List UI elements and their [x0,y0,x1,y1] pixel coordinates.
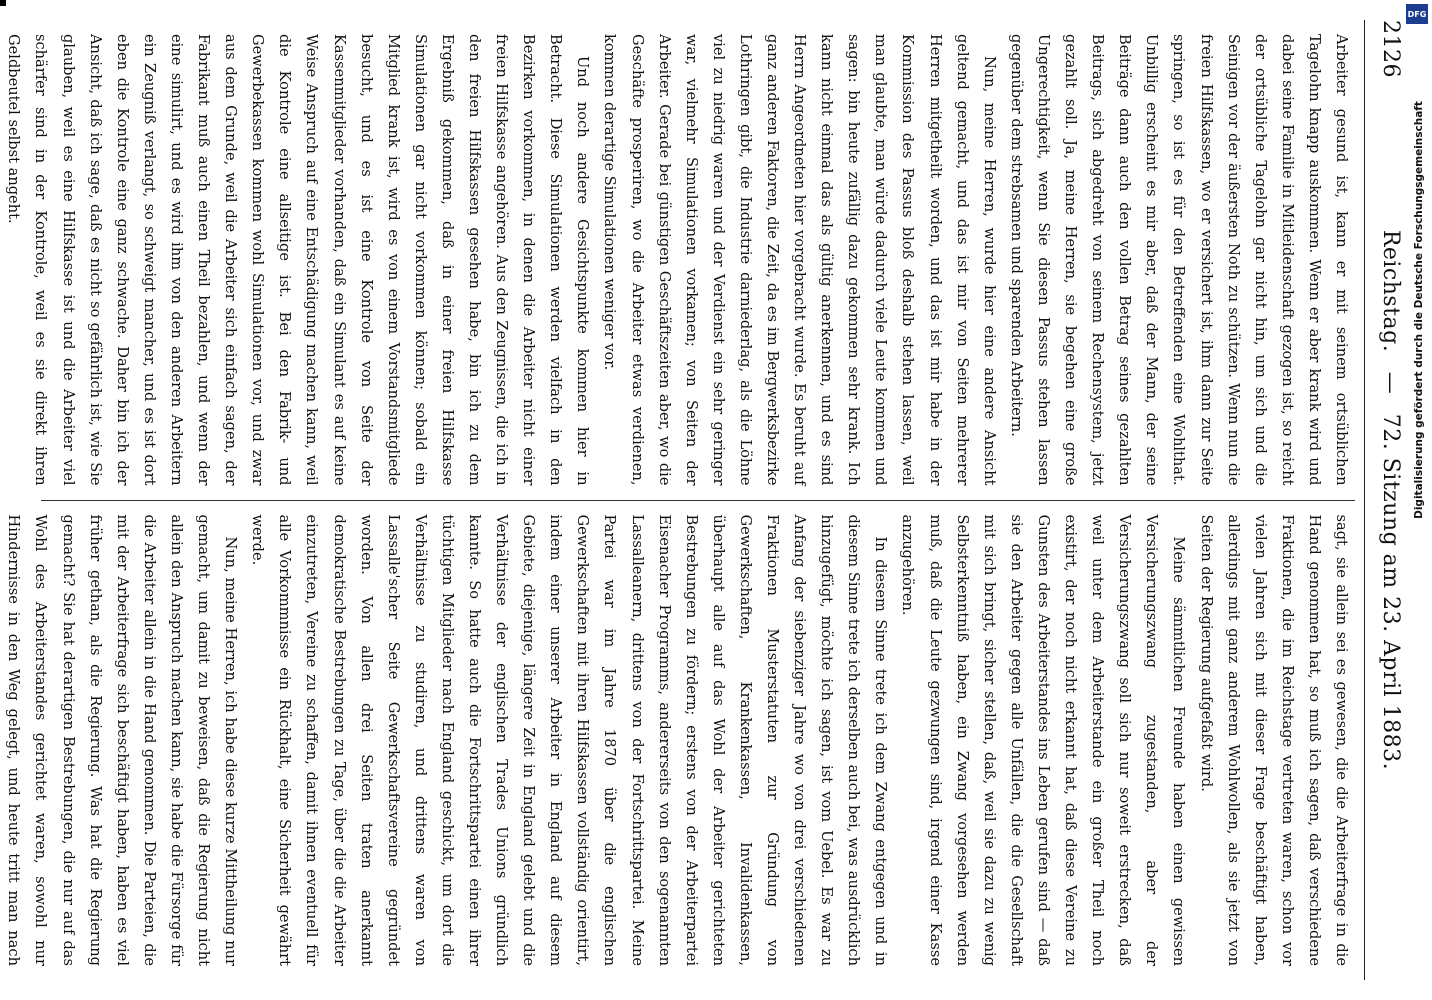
paragraph: Meine sämmtlichen Freunde haben einen gewissen Versicherungszwang zugestanden, aber der Versicherungszwang soll sich nur soweit erstrecken, daß weil unter dem Arbeiterstande ein großer Theil noch existirt, der noch nicht erkannt hat, daß diese Vereine zu Gunsten des Arbeiterstandes ins Leben gerufen sind — daß sie den Arbeiter gegen alle Unfällen, die die Gesellschaft mit sich bringt, sicher stellen, daß, weil sie dazu zu wenig Selbsterkenntniß haben, ein Zwang vorgesehen werden muß, daß die Leute gezwungen sind, irgend einer Kasse anzugehören. [899,514,1188,966]
right-column [5,501,1355,981]
digitization-credit [1406,30,1432,590]
text-columns [5,20,1355,980]
rotated-page-content [5,20,1411,980]
digitization-credit-text: Digitalisierung gefördert durch die Deutsche Forschungsgemeinschaft [1413,101,1425,519]
page-number: 2126 [1378,20,1404,78]
paragraph: sagt, sie allein sei es gewesen, die die Arbeiterfrage in die Hand genommen hat, so muß ich sagen, daß verschiedene Fraktionen, die im Reichstage vertreten waren, schon vor vielen Jahren sich mit dieser Frage beschäftigt haben, allerdings mit ganz anderem Wohlwollen, als sie jetzt von Seiten der Regierung aufgefaßt wird. [1197,514,1350,966]
paragraph: Und noch andere Gesichtspunkte kommen hier in Betracht. Diese Simulationen werden vielfach in den Bezirken vorkommen, in denen die Arbeiter nicht einer freien Hilfskasse angehören. Aus den Zeugnissen, die ich in den freien Hilfskassen gesehen habe, bin ich zu dem Ergebniß gekommen, daß in einer freien Hilfskasse Simulationen gar nicht vorkommen können; sobald ein Mitglied krank ist, wird es von einem Vorstandsmitgliede besucht, und es ist eine Kontrole von Seite der Kassenmitglieder vorhanden, daß ein Simulant es auf keine Weise Anspruch auf eine Entschädigung machen kann, weil die Kontrole eine allseitige ist. Bei den Fabrik- und Gewerbekassen kommen wohl Simulationen vor, und zwar aus dem Grunde, weil die Arbeiter sich einfach sagen, der Fabrikant muß auch einen Theil bezahlen, und wenn der eine simulirt, und es wird ihm von den anderen Arbeitern ein Zeugniß verlangt, so schweigt mancher, und es ist dort eben die Kontrole eine ganz schwache. Daher bin ich der Ansicht, daß ich sage, daß es nicht so gefährlich ist, wie Sie glauben, weil es eine Hilfskasse ist und die Arbeiter viel schärfer sind in der Kontrole, weil es sie direkt ihren Geldbeutel selbst angeht. [5,34,592,486]
running-title [1379,78,1404,922]
scan-corner-mark [0,0,6,6]
header-rule [1364,20,1365,980]
paragraph: In diesem Sinne trete ich dem Zwang entgegen und in diesem Sinne trete ich derselben auch bei, was ausdrücklich hinzugefügt, möchte ich sagen, ist vom Uebel. Es war zu Anfang der siebenziger Jahre wo von drei verschiedenen Fraktionen Musterstatuten zur Gründung von Gewerkschaften, Krankenkassen, Invalidenkassen, überhaupt alle auf das Wohl der Arbeiter gerichteten Bestrebungen zu fördern; erstens von der Arbeiterpartei Eisenacher Programms, andererseits von den sogenannten Lassalleanern, drittens von der Fortschrittspartei. Meine Partei war im Jahre 1870 über die englischen Gewerkschaften mit ihren Hilfskassen vollständig orientirt, indem einer unserer Arbeiter in England auf diesem Gebiete, diejenige, längere Zeit in England gelebt und die Verhältnisse der englischen Trades Unions gründlich kannte. So hatte auch die Fortschrittspartei einen ihrer tüchtigen Mitglieder nach England geschickt, um dort die Verhältnisse zu studiren, und drittens waren von Lassalle'scher Seite Gewerkschaftsvereine gegründet worden. Von allen drei Seiten traten anerkannt demokratische Bestrebungen zu Tage, über die die Arbeiter einzutreten, Vereine zu schaffen, damit ihnen eventuell für alle Vorkommnisse ein Rückhalt, eine Sicherheit gewährt werde. [249,514,890,966]
paragraph: Nun, meine Herren, wurde hier eine andere Ansicht geltend gemacht, und das ist mir von Seiten mehrerer Herren mitgetheilt worden, und das ist mir habe in der Kommission des Passus bloß deshalb stehen lassen, weil man glaubte, man würde dadurch viele Leute kommen und sagen: bin heute zufällig dazu gekommen sehr krank. Ich kann nicht einmal das als gültig anerkennen, und es sind Herrn Angeordneten hier vorgebracht wurde. Es beruht auf ganz anderen Faktoren, die Zeit, da es im Bergwerksbezirke Lothringen gibt, die Industrie darniederlag, als die Löhne viel zu niedrig waren und der Verdienst ein sehr geringer war, vielmehr Simulationen vorkamen; von Seiten der Arbeiter. Gerade bei günstigen Geschäftszeiten aber, wo die Geschäfte prosperiren, wo die Arbeiter etwas verdienen, kommen derartige Simulationen weniger vor. [601,34,998,486]
dfg-logo: DFG [1406,4,1428,24]
paragraph: Arbeiter gesund ist, kann er mit seinem ortsüblichen Tagelohn knapp auskommen. Wenn er aber krank wird und dabei seine Familie in Mitleidenschaft gezogen ist, so reicht der ortsübliche Tagelohn gar nicht hin, um sich und die Seinigen vor der äußersten Noth zu schützen. Wenn nun die freien Hilfskassen, wo er versichert ist, ihm dann zur Seite springen, so ist es für den Betreffenden eine Wohlthat. Unbillig erscheint es mir aber, daß der Mann, der seine Beiträge dann auch den vollen Betrag seines gezahlten Beitrags, sich abgedreht von seinem Rechensystem, jetzt gezahlt soll. Ja, meine Herren, sie begehen eine große Ungerechtigkeit, wenn Sie diesen Passus stehen lassen gegenüber dem strebsamen und sparenden Arbeitern. [1007,34,1350,486]
left-column [5,20,1355,500]
paragraph: Nun, meine Herren, ich habe diese kurze Mittheilung nur gemacht, um damit zu beweisen, daß die Regierung nicht allein den Anspruch machen kann, sie habe die Fürsorge für die Arbeiter allein in die Hand genommen. Die Parteien, die mit der Arbeiterfrage sich beschäftigt haben, haben es viel früher gethan, als die Regierung. Was hat die Regierung gemacht? Sie hat derartigen Bestrebungen, die nur auf das Wohl des Arbeiterstandes gerichtet waren, sowohl nur Hindernisse in den Weg gelegt, und heute tritt man nach [5,514,240,966]
page-header [1371,20,1411,980]
publication-name: Reichstag. [1378,229,1404,353]
session-date: 72. Sitzung am 23. April 1883. [1378,413,1404,771]
title-dash: — [1378,371,1404,395]
